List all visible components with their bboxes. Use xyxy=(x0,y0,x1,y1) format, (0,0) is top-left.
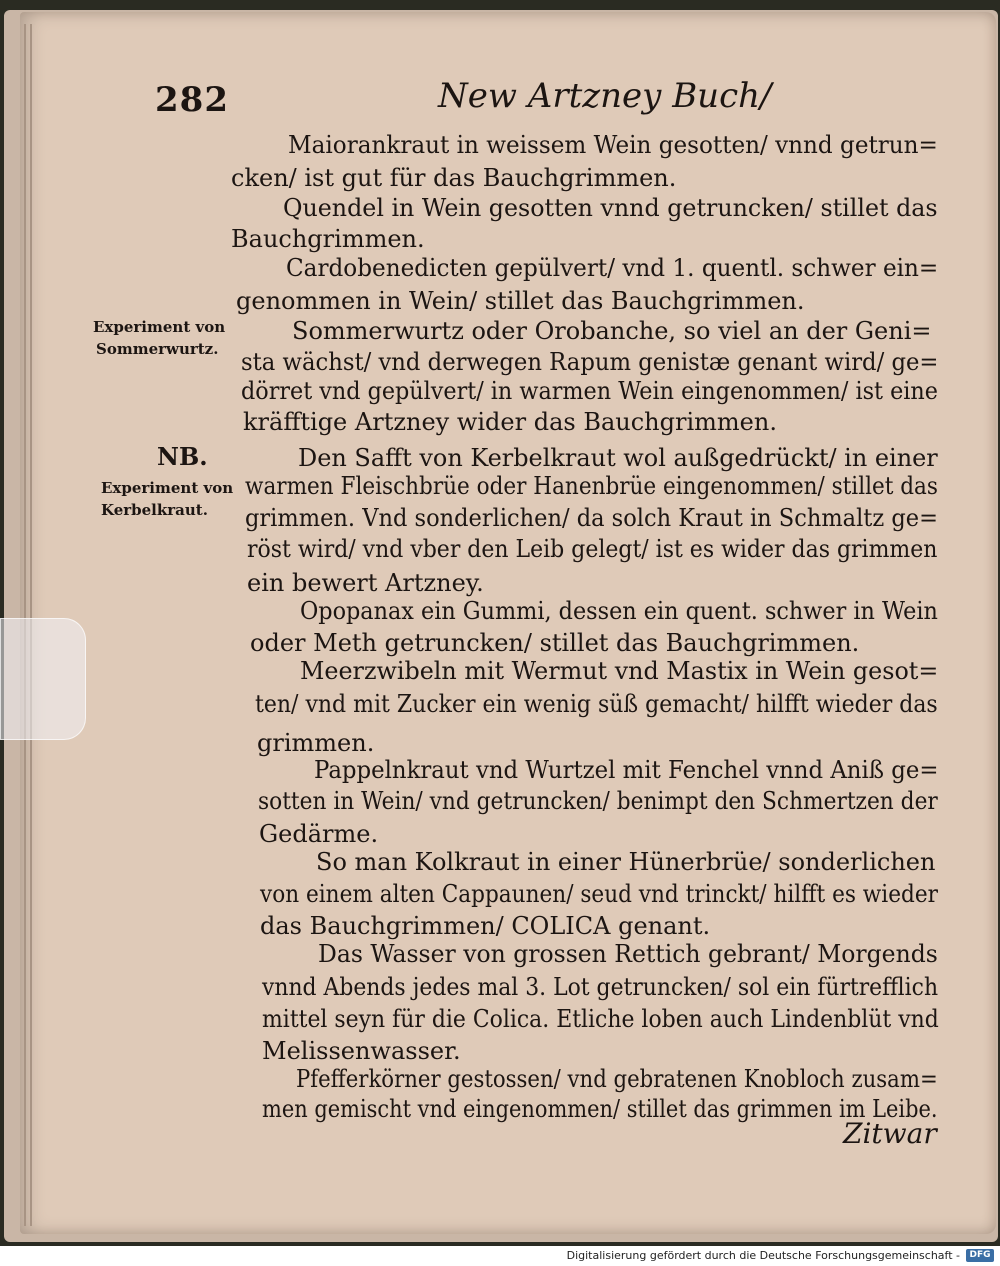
page-number: 282 xyxy=(155,80,229,120)
text-line: genommen in Wein/ stillet das Bauchgrimmen. xyxy=(236,287,805,315)
catchword: Zitwar xyxy=(843,1117,937,1150)
text-line: kräfftige Artzney wider das Bauchgrimmen. xyxy=(243,408,777,436)
text-line: sta wächst/ vnd derwegen Rapum genistæ genant wird/ ge= xyxy=(241,348,939,376)
margin-note: Sommerwurtz. xyxy=(96,340,219,358)
text-line: Meerzwibeln mit Wermut vnd Mastix in Wein gesot= xyxy=(300,657,939,685)
text-line: ten/ vnd mit Zucker ein wenig süß gemacht/ hilfft wieder das xyxy=(255,690,938,718)
text-line: ein bewert Artzney. xyxy=(247,569,484,597)
text-line: oder Meth getruncken/ stillet das Bauchgrimmen. xyxy=(250,629,860,657)
text-line: Das Wasser von grossen Rettich gebrant/ Morgends xyxy=(318,940,938,968)
text-line: So man Kolkraut in einer Hünerbrüe/ sonderlichen xyxy=(316,848,936,876)
margin-note: Experiment von xyxy=(93,318,226,336)
text-line: Pfefferkörner gestossen/ vnd gebratenen Knobloch zusam= xyxy=(296,1065,938,1093)
text-line: cken/ ist gut für das Bauchgrimmen. xyxy=(231,164,677,192)
digitization-footer xyxy=(0,1246,1000,1266)
text-line: Maiorankraut in weissem Wein gesotten/ vnnd getrun= xyxy=(288,131,938,159)
footer-credit: Digitalisierung gefördert durch die Deutsche Forschungsgemeinschaft - xyxy=(566,1249,960,1262)
text-line: Gedärme. xyxy=(259,820,379,848)
text-line: Pappelnkraut vnd Wurtzel mit Fenchel vnnd Aniß ge= xyxy=(314,756,939,784)
text-line: Den Safft von Kerbelkraut wol außgedrückt/ in einer xyxy=(298,444,938,472)
text-line: Bauchgrimmen. xyxy=(231,225,425,253)
text-line: Cardobenedicten gepülvert/ vnd 1. quentl. schwer ein= xyxy=(286,254,939,282)
text-line: das Bauchgrimmen/ COLICA genant. xyxy=(260,912,711,940)
text-line: warmen Fleischbrüe oder Hanenbrüe eingenommen/ stillet das xyxy=(245,472,938,500)
book-clip xyxy=(0,618,86,740)
running-head: New Artzney Buch/ xyxy=(438,76,772,116)
text-line: mittel seyn für die Colica. Etliche loben auch Lindenblüt vnd xyxy=(262,1005,939,1033)
text-line: Melissenwasser. xyxy=(262,1037,461,1065)
text-line: dörret vnd gepülvert/ in warmen Wein eingenommen/ ist eine xyxy=(241,377,938,405)
text-line: grimmen. xyxy=(257,729,375,757)
text-line: grimmen. Vnd sonderlichen/ da solch Kraut in Schmaltz ge= xyxy=(245,504,938,532)
text-line: Sommerwurtz oder Orobanche, so viel an der Geni= xyxy=(292,317,932,345)
text-line: von einem alten Cappaunen/ seud vnd trinckt/ hilfft es wieder xyxy=(260,880,938,908)
margin-note: Kerbelkraut. xyxy=(101,501,208,519)
text-line: sotten in Wein/ vnd getruncken/ benimpt den Schmertzen der xyxy=(258,787,938,815)
text-line: vnnd Abends jedes mal 3. Lot getruncken/ sol ein fürtrefflich xyxy=(262,973,939,1001)
text-line: Opopanax ein Gummi, dessen ein quent. schwer in Wein xyxy=(300,597,938,625)
text-line: röst wird/ vnd vber den Leib gelegt/ ist es wider das grimmen xyxy=(247,535,938,563)
text-line: Quendel in Wein gesotten vnnd getruncken/ stillet das xyxy=(283,194,938,222)
text-line: men gemischt vnd eingenommen/ stillet das grimmen im Leibe. xyxy=(262,1095,938,1123)
dfg-logo: DFG xyxy=(966,1249,994,1262)
margin-note-nb: NB. xyxy=(157,442,208,471)
margin-note: Experiment von xyxy=(101,479,234,497)
